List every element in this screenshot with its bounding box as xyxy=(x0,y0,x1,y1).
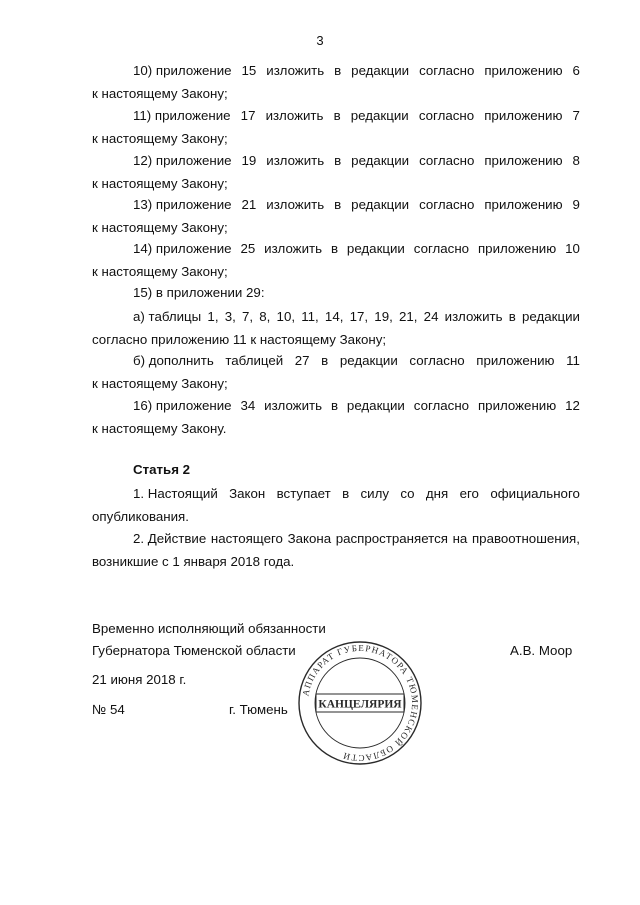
word: редакции xyxy=(339,353,398,368)
paragraph-continuation: к настоящему Закону. xyxy=(92,421,227,436)
word: 17, xyxy=(349,309,369,324)
word: таблицей xyxy=(225,353,284,368)
word: 8, xyxy=(259,309,271,324)
paragraph-continuation: к настоящему Закону; xyxy=(92,376,228,391)
word: согласно xyxy=(419,63,475,78)
word: согласно xyxy=(418,108,475,123)
paragraph-first-line xyxy=(133,531,580,546)
word: редакции xyxy=(351,197,410,212)
word: согласно xyxy=(419,197,475,212)
word: 16) приложение xyxy=(133,398,232,413)
signatory-title-line1: Временно исполняющий обязанности xyxy=(92,621,326,636)
word: приложению xyxy=(484,108,563,123)
word: изложить xyxy=(266,63,325,78)
word: 11 xyxy=(566,353,580,368)
word: редакции xyxy=(351,63,410,78)
paragraph-first-line xyxy=(133,241,580,256)
word: изложить xyxy=(266,197,325,212)
word: распространяется xyxy=(335,531,448,546)
word: в xyxy=(342,486,350,501)
word: а) таблицы xyxy=(133,309,202,324)
paragraph-continuation: к настоящему Закону; xyxy=(92,176,228,191)
word: редакции xyxy=(350,108,409,123)
word: 21, xyxy=(398,309,418,324)
word: приложению xyxy=(477,241,557,256)
word: приложению xyxy=(477,398,557,413)
paragraph-first-line xyxy=(133,108,580,123)
word: правоотношения, xyxy=(471,531,580,546)
word: со xyxy=(400,486,415,501)
word: в xyxy=(334,63,342,78)
paragraph-continuation: согласно приложению 11 к настоящему Закону; xyxy=(92,332,387,347)
word: 1, xyxy=(207,309,219,324)
paragraph-continuation: к настоящему Закону; xyxy=(92,264,228,279)
word: согласно xyxy=(413,241,470,256)
word: приложению xyxy=(484,197,563,212)
word: 25 xyxy=(240,241,256,256)
word: 6 xyxy=(572,63,580,78)
paragraph-continuation: к настоящему Закону; xyxy=(92,220,228,235)
word: 12) приложение xyxy=(133,153,232,168)
word: 14, xyxy=(324,309,344,324)
word: дня xyxy=(425,486,449,501)
word: приложению xyxy=(484,63,563,78)
word: в xyxy=(330,398,339,413)
law-number: № 54 xyxy=(92,702,125,717)
word: изложить xyxy=(264,398,323,413)
word: 11) приложение xyxy=(133,108,231,123)
article-heading: Статья 2 xyxy=(133,462,191,477)
paragraph-continuation: к настоящему Закону; xyxy=(92,131,228,146)
paragraph-first-line xyxy=(133,309,580,324)
word: 17 xyxy=(240,108,256,123)
word: изложить xyxy=(264,241,323,256)
paragraph-first-line xyxy=(133,486,580,501)
word: силу xyxy=(360,486,389,501)
word: 19, xyxy=(374,309,393,324)
word: редакции xyxy=(346,398,405,413)
word: редакции xyxy=(346,241,405,256)
word: изложить xyxy=(444,309,503,324)
paragraph-first-line xyxy=(133,153,580,168)
word: в xyxy=(321,353,329,368)
word: в xyxy=(508,309,516,324)
word: согласно xyxy=(419,153,475,168)
word: изложить xyxy=(265,108,324,123)
article-item-continuation: опубликования. xyxy=(92,509,189,524)
word: в xyxy=(334,153,342,168)
article-item-continuation: возникшие с 1 января 2018 года. xyxy=(92,554,295,569)
word: 10 xyxy=(565,241,580,256)
svg-text:КАНЦЕЛЯРИЯ: КАНЦЕЛЯРИЯ xyxy=(318,698,402,711)
word: 21 xyxy=(241,197,257,212)
word: 12 xyxy=(565,398,580,413)
word: 19 xyxy=(241,153,257,168)
signatory-name: А.В. Моор xyxy=(510,643,573,658)
word: официального xyxy=(490,486,580,501)
word: согласно xyxy=(409,353,465,368)
word: 8 xyxy=(572,153,580,168)
page-number: 3 xyxy=(316,33,324,48)
official-seal-stamp xyxy=(296,639,424,767)
word: приложению xyxy=(476,353,555,368)
paragraph-first-line xyxy=(133,197,580,212)
word: 13) приложение xyxy=(133,197,232,212)
word: в xyxy=(334,197,342,212)
word: Закона xyxy=(287,531,332,546)
word: в xyxy=(333,108,341,123)
word: 11, xyxy=(301,309,319,324)
word: в xyxy=(330,241,339,256)
word: 14) приложение xyxy=(133,241,232,256)
signing-city: г. Тюмень xyxy=(229,702,288,717)
word: 7 xyxy=(572,108,580,123)
word: редакции xyxy=(521,309,580,324)
word: 27 xyxy=(294,353,310,368)
word: на xyxy=(452,531,468,546)
paragraph-line: 15) в приложении 29: xyxy=(133,285,265,300)
signatory-title-line2: Губернатора Тюменской области xyxy=(92,643,296,658)
word: 3, xyxy=(224,309,236,324)
word: его xyxy=(459,486,479,501)
word: 15 xyxy=(241,63,257,78)
word: 24 xyxy=(423,309,439,324)
word: 34 xyxy=(240,398,256,413)
word: вступает xyxy=(276,486,331,501)
word: редакции xyxy=(351,153,410,168)
word: 10, xyxy=(276,309,296,324)
paragraph-first-line xyxy=(133,63,580,78)
paragraph-continuation: к настоящему Закону; xyxy=(92,86,228,101)
svg-text:АППАРАТ ГУБЕРНАТОРА ТЮМЕНСКОЙ: АППАРАТ ГУБЕРНАТОРА ТЮМЕНСКОЙ ОБЛАСТИ xyxy=(300,642,421,764)
word: настоящего xyxy=(210,531,283,546)
word: Закон xyxy=(229,486,266,501)
word: 2. Действие xyxy=(133,531,207,546)
word: изложить xyxy=(266,153,325,168)
paragraph-first-line xyxy=(133,353,580,368)
paragraph-first-line xyxy=(133,398,580,413)
word: 10) приложение xyxy=(133,63,232,78)
word: б) дополнить xyxy=(133,353,214,368)
word: согласно xyxy=(413,398,470,413)
signing-date: 21 июня 2018 г. xyxy=(92,672,187,687)
word: 9 xyxy=(572,197,580,212)
word: 7, xyxy=(241,309,254,324)
word: 1. Настоящий xyxy=(133,486,218,501)
word: приложению xyxy=(484,153,563,168)
